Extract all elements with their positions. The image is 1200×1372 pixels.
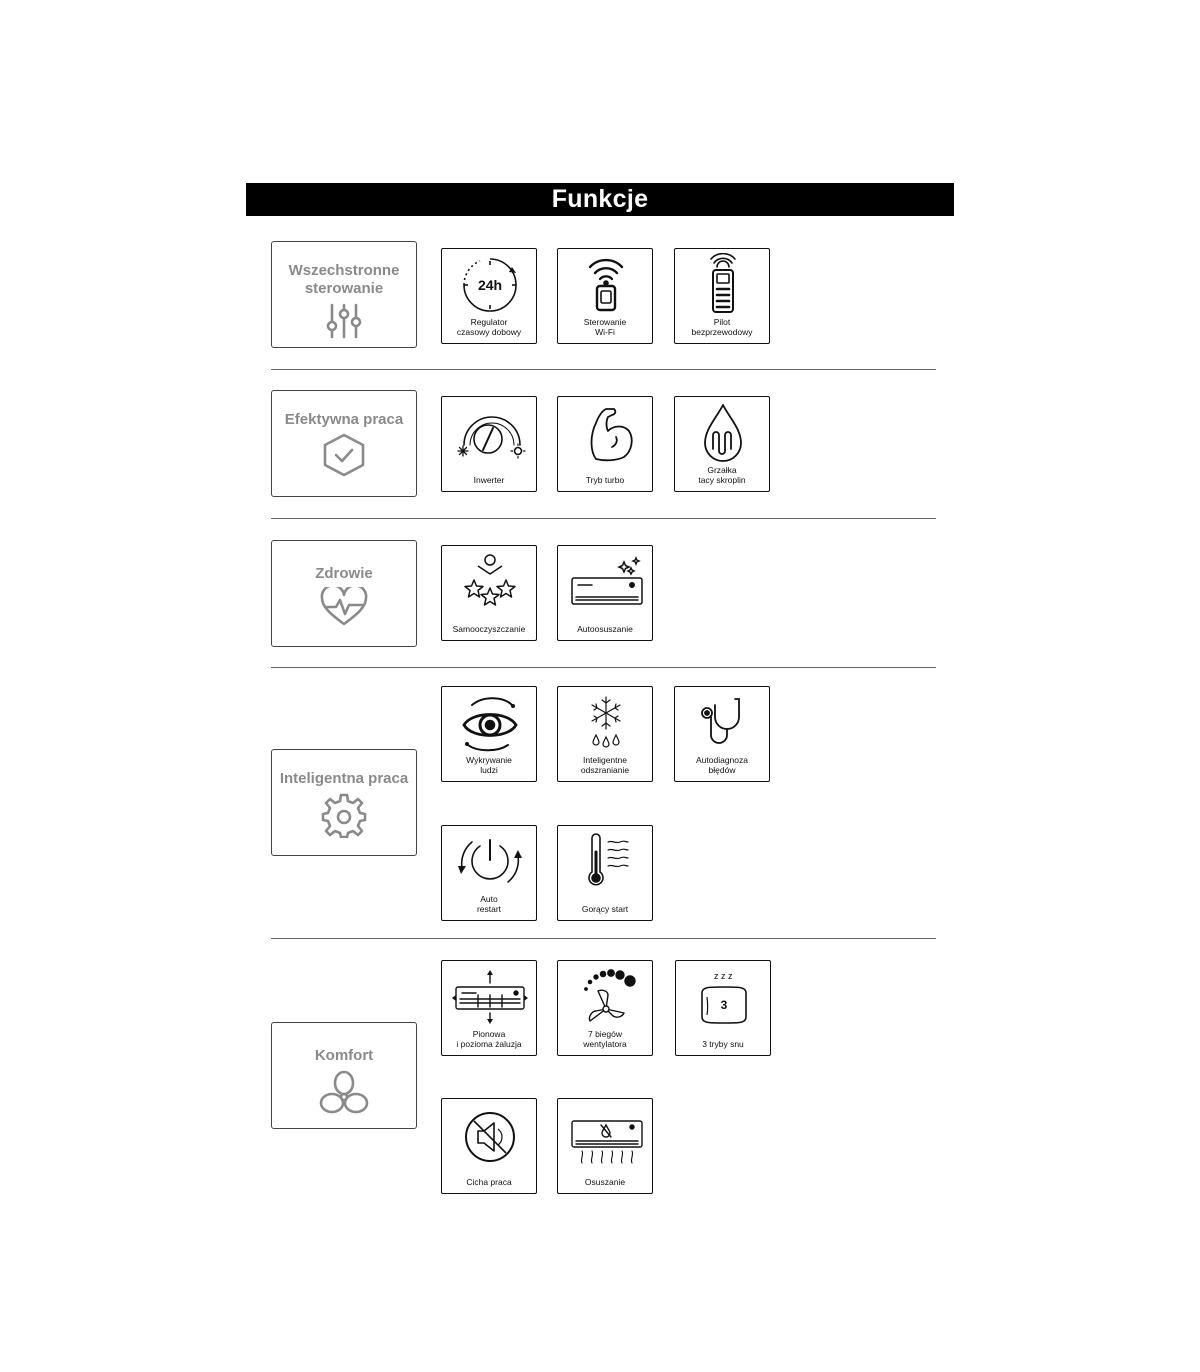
inverter-dial-icon (450, 401, 530, 465)
clock-24h-icon (450, 253, 530, 317)
feature-label: Regulator czasowy dobowy (456, 317, 522, 337)
feature-label: Autodiagnoza błędów (696, 755, 748, 775)
feature-defrost (557, 686, 653, 782)
feature-heater (674, 396, 770, 492)
feature-turbo (557, 396, 653, 492)
divider (271, 518, 936, 519)
eye-icon (450, 691, 530, 755)
feature-selfclean (441, 545, 537, 641)
category-zdrowie (271, 540, 417, 647)
category-label: Komfort (314, 1047, 374, 1064)
feature-timer (441, 248, 537, 344)
muscle-arm-icon (566, 401, 646, 465)
feature-label: Autoosuszanie (577, 624, 633, 634)
feature-auto-restart (441, 825, 537, 921)
gear-icon (321, 792, 367, 838)
thermometer-heat-icon (566, 830, 646, 894)
feature-label: Inteligentne odszranianie (580, 755, 630, 775)
feature-remote (674, 248, 770, 344)
wifi-icon (566, 253, 646, 317)
louver-arrows-icon (450, 965, 530, 1029)
feature-label: 7 biegów wentylatora (583, 1029, 627, 1049)
shield-check-icon (321, 433, 367, 477)
feature-dry (557, 1098, 653, 1194)
category-label: Zdrowie (315, 565, 373, 582)
feature-fan-speed (557, 960, 653, 1056)
page-title: Funkcje (246, 183, 954, 216)
feature-label: Grzałka tacy skroplin (698, 465, 746, 485)
category-label: Wszechstronne sterowanie (288, 262, 400, 297)
category-label: Efektywna praca (284, 411, 404, 428)
feature-label: Wykrywanie ludzi (466, 755, 512, 775)
stars-person-icon (450, 550, 530, 614)
feature-label: Inwerter (473, 475, 505, 485)
feature-label: Samooczyszczanie (452, 624, 526, 634)
svg-text:3: 3 (720, 998, 728, 1012)
feature-quiet (441, 1098, 537, 1194)
feature-label: Osuszanie (584, 1177, 626, 1187)
drop-heater-icon (683, 401, 763, 465)
feature-label: Sterowanie Wi-Fi (583, 317, 627, 337)
ac-dry-icon (566, 1103, 646, 1167)
feature-label: Gorący start (581, 904, 629, 914)
svg-text:z z z: z z z (714, 971, 733, 981)
fan-icon (318, 1069, 370, 1117)
feature-wifi (557, 248, 653, 344)
stethoscope-icon (683, 691, 763, 755)
ac-sparkle-icon (566, 550, 646, 614)
feature-label: Auto restart (476, 894, 502, 914)
feature-people-detection (441, 686, 537, 782)
power-restart-icon (450, 830, 530, 894)
feature-louver (441, 960, 537, 1056)
feature-diagnosis (674, 686, 770, 782)
category-label: Inteligentna praca (279, 770, 409, 787)
remote-control-icon (683, 253, 763, 317)
feature-sleep (675, 960, 771, 1056)
feature-inverter (441, 396, 537, 492)
heart-pulse-icon (319, 587, 369, 627)
feature-label: 3 tryby snu (702, 1039, 744, 1049)
fan-speed-dots-icon (566, 965, 646, 1029)
snowflake-drops-icon (566, 691, 646, 755)
svg-text:24h: 24h (477, 277, 503, 293)
category-inteligentna-praca (271, 749, 417, 856)
feature-label: Cicha praca (466, 1177, 512, 1187)
feature-hot-start (557, 825, 653, 921)
pillow-sleep-icon (684, 965, 764, 1029)
category-efektywna-praca (271, 390, 417, 497)
feature-label: Tryb turbo (585, 475, 625, 485)
category-komfort (271, 1022, 417, 1129)
feature-label: Pionowa i pozioma żaluzja (456, 1029, 522, 1049)
category-wszechstronne-sterowanie (271, 241, 417, 348)
feature-label: Pilot bezprzewodowy (691, 317, 753, 337)
divider (271, 667, 936, 668)
speaker-mute-icon (450, 1103, 530, 1167)
sliders-icon (324, 302, 364, 340)
feature-autodry (557, 545, 653, 641)
divider (271, 369, 936, 370)
divider (271, 938, 936, 939)
